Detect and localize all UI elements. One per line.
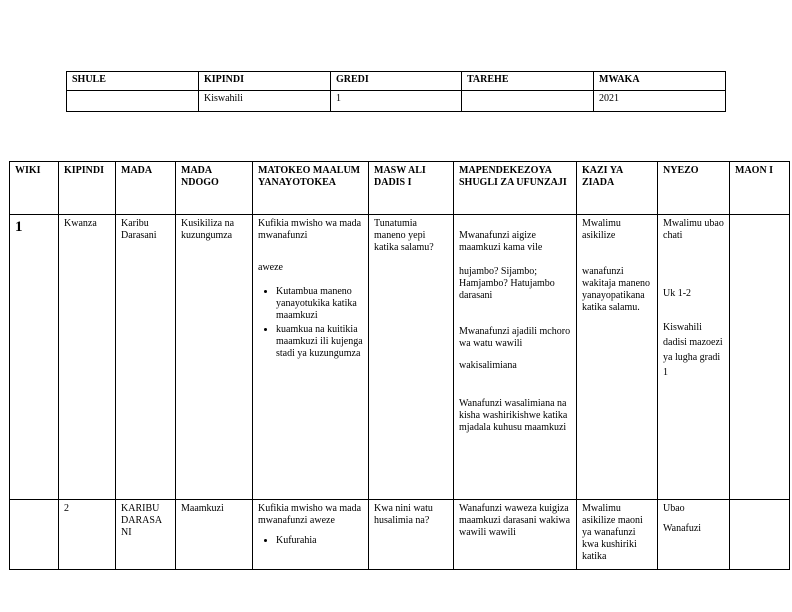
header-kipindi: KIPINDI [59,162,116,215]
info-header-mwaka: MWAKA [594,72,726,91]
row1-nyezo-3: Kiswahili dadisi mazoezi ya lugha gradi 1 [663,322,723,378]
row1-mada: Karibu Darasani [116,215,176,500]
header-nyezo: NYEZO [658,162,730,215]
info-header-kipindi: KIPINDI [199,72,331,91]
info-header-row [67,72,726,91]
row1-matokeo-list [258,286,363,360]
row2-nyezo [658,500,730,570]
row1-kazi-ziada [577,215,658,500]
plan-header-row [10,162,790,215]
row1-matokeo [253,215,369,500]
row2-mada-ndogo: Maamkuzi [176,500,253,570]
info-header-gredi: GREDI [331,72,462,91]
row2-matokeo-list [258,535,363,547]
info-value-shule [67,91,199,112]
list-item: • kuamkua na kuitikia maamkuzi ili kujenga stadi ya kuzungumza [276,324,363,360]
info-header-tarehe: TAREHE [462,72,594,91]
header-kazi-ziada: KAZI YA ZIADA [577,162,658,215]
row1-shughuli [454,215,577,500]
header-maoni: MAON I [730,162,790,215]
header-matokeo: MATOKEO MAALUM YANAYOTOKEA [253,162,369,215]
table-row [10,500,790,570]
row2-nyezo-2: Wanafuzi [663,523,702,534]
table-row [10,215,790,500]
row1-shughuli-5: Wanafunzi wasalimiana na kisha washirikishwe katika mjadala kuhusu maamkuzi [459,398,568,433]
row2-kipindi: 2 [59,500,116,570]
row1-kipindi: Kwanza [59,215,116,500]
row2-matokeo [253,500,369,570]
row2-kazi-ziada: Mwalimu asikilize maoni ya wanafunzi kwa kushiriki katika [577,500,658,570]
row1-shughuli-3: Mwanafunzi ajadili mchoro wa watu wawili [459,326,571,349]
row1-matokeo-aweze: aweze [258,262,283,273]
row1-wiki: 1 [10,215,59,500]
info-value-mwaka: 2021 [594,91,726,112]
row2-mada: KARIBU DARASA NI [116,500,176,570]
row2-shughuli: Wanafunzi waweza kuigiza maamkuzi darasani wakiwa wawili wawili [454,500,577,570]
list-item: • Kufurahia [276,535,363,547]
row1-kazi-ziada-2: wanafunzi wakitaja maneno yanayopatikana katika salamu. [582,266,651,313]
row1-nyezo-2: Uk 1-2 [663,288,692,299]
header-shughuli: MAPENDEKEZOYA SHUGLI ZA UFUNZAJI [454,162,577,215]
row2-maswali: Kwa nini watu husalimia na? [369,500,454,570]
lesson-info-table [66,71,726,112]
header-mada-ndogo: MADA NDOGO [176,162,253,215]
info-header-shule: SHULE [67,72,199,91]
info-value-gredi: 1 [331,91,462,112]
row1-nyezo [658,215,730,500]
row1-shughuli-1: Mwanafunzi aigize maamkuzi kama vile [459,230,543,253]
row2-nyezo-1: Ubao [663,503,685,514]
row1-maswali: Tunatumia maneno yepi katika salamu? [369,215,454,500]
info-value-kipindi: Kiswahili [199,91,331,112]
header-maswali: MASW ALI DADIS I [369,162,454,215]
row1-shughuli-2: hujambo? Sijambo; Hamjambo? Hatujambo darasani [459,266,555,301]
row1-maoni [730,215,790,500]
info-value-row [67,91,726,112]
row2-maoni [730,500,790,570]
lesson-plan-table [9,161,790,570]
header-wiki: WIKI [10,162,59,215]
row1-mada-ndogo: Kusikiliza na kuzungumza [176,215,253,500]
list-item: • Kutambua maneno yanayotukika katika maamkuzi [276,286,363,322]
row1-shughuli-4: wakisalimiana [459,360,517,371]
row2-matokeo-intro: Kufikia mwisho wa mada mwanafunzi aweze [258,503,362,526]
row1-nyezo-1: Mwalimu ubao chati [663,218,724,241]
row1-kazi-ziada-1: Mwalimu asikilize [582,218,621,241]
row1-matokeo-intro: Kufikia mwisho wa mada mwanafunzi [258,218,362,241]
row2-wiki [10,500,59,570]
header-mada: MADA [116,162,176,215]
info-value-tarehe [462,91,594,112]
